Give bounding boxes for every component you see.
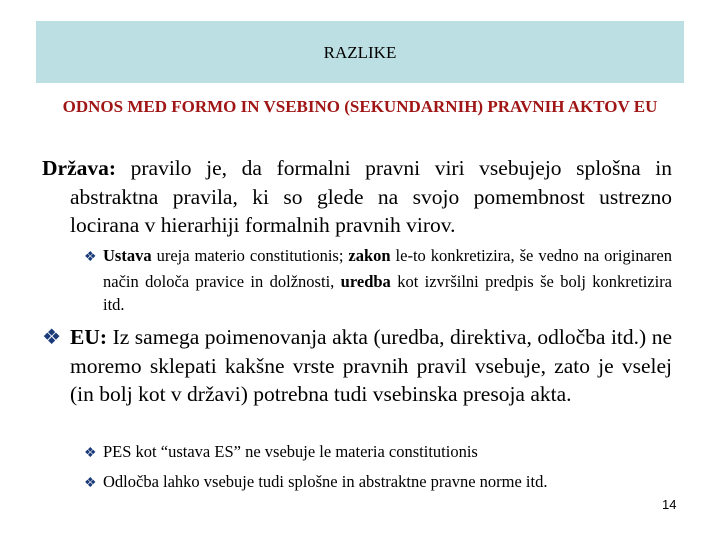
sub-bullet: [84, 440, 684, 465]
diamond-bullet-icon: ❖: [84, 250, 97, 265]
diamond-bullet-icon: ❖: [42, 325, 62, 349]
text: PES kot “ustava ES” ne vsebuje le materia constitutionis: [103, 442, 478, 461]
diamond-bullet-icon: ❖: [84, 476, 97, 491]
paragraph-text: pravilo je, da formalni pravni viri vsebujejo splošna in abstraktna pravila, ki so glede na svojo pomembnost ustrezno locirana v hierarhiji formalnih pravnih virov.: [70, 156, 672, 237]
bold-term: zakon: [348, 246, 391, 265]
paragraph-label: Država:: [42, 156, 117, 180]
title-band: [36, 21, 684, 83]
text: Odločba lahko vsebuje tudi splošne in abstraktne pravne norme itd.: [103, 472, 548, 491]
paragraph-drzava: [42, 154, 672, 240]
diamond-bullet-icon: ❖: [84, 446, 97, 461]
page-number: 14: [662, 497, 677, 512]
paragraph-text: Iz samega poimenovanja akta (uredba, direktiva, odločba itd.) ne moremo sklepati kakšne vrste pravnih pravil vsebuje, zato je vselej (in bolj kot v državi) potrebna tudi vsebinska presoja akta.: [70, 325, 672, 406]
text: ureja materio constitutionis;: [151, 246, 349, 265]
sub-bullet: [84, 470, 684, 495]
text: le-to konkretizira, še vedno na originaren način določa pravice in dolžnosti,: [103, 246, 672, 291]
paragraph-label: EU:: [70, 325, 108, 349]
slide-title: RAZLIKE: [323, 43, 397, 62]
paragraph-eu: [42, 323, 672, 409]
bold-term: Ustava: [103, 246, 152, 265]
bold-term: uredba: [340, 271, 391, 291]
sub-bullet: [84, 244, 672, 317]
slide-subtitle: ODNOS MED FORMO IN VSEBINO (SEKUNDARNIH) PRAVNIH AKTOV EU: [62, 97, 658, 116]
text: kot izvršilni predpis še bolj konkretizira itd.: [103, 271, 673, 314]
